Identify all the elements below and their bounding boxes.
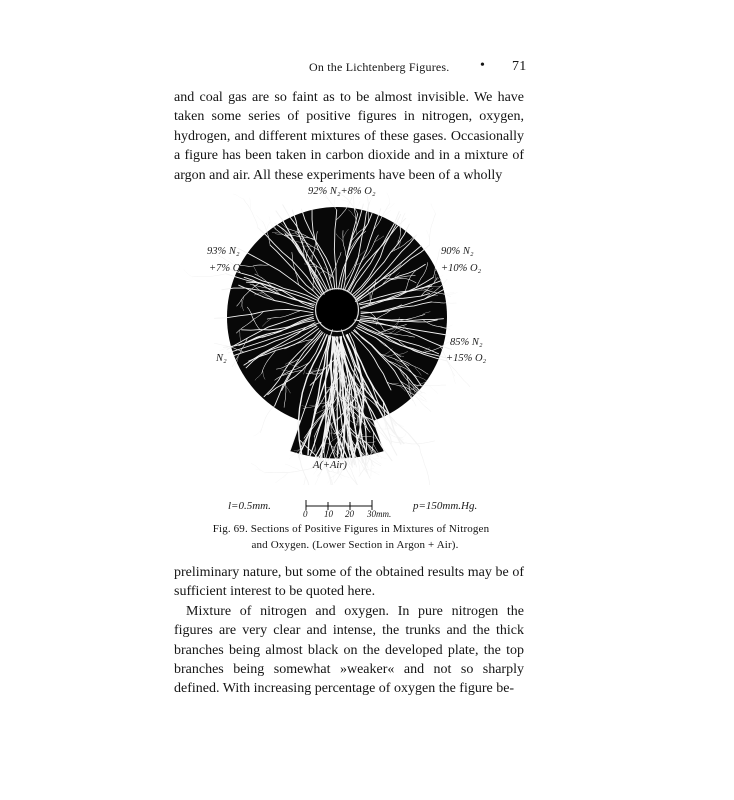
paragraph-bottom-2-text: Mixture of nitrogen and oxygen. In pure nitrogen the figures are very clear and intense, the trunks and the thick branches being almost black on the developed plate, the top branches being somewhat »weaker« and not so sharply defined. With increasing percentage of oxygen the figure be-	[174, 603, 524, 697]
label-top-mixture: 92% N₂+8% O₂	[308, 186, 376, 197]
header-bullet: •	[480, 58, 486, 73]
paragraph-bottom-2	[174, 602, 524, 699]
body-text-bottom	[174, 563, 524, 699]
paragraph-bottom-1: preliminary nature, but some of the obtained results may be of sufficient interest to be quoted here.	[174, 565, 524, 600]
label-lower-right-1: 85% N₂	[450, 337, 483, 348]
page-number: 71	[512, 59, 527, 74]
label-upper-left-2: +7% O₂	[209, 263, 244, 274]
running-title: On the Lichtenberg Figures.	[309, 60, 450, 74]
label-upper-left-1: 93% N₂	[207, 246, 240, 257]
scale-tick-10: 10	[324, 509, 333, 519]
length-label: l=0.5mm.	[228, 500, 271, 512]
caption-line-2: and Oxygen. (Lower Section in Argon + Air).	[251, 539, 459, 551]
label-upper-right-2: +10% O₂	[441, 263, 482, 274]
pressure-label: p=150mm.Hg.	[413, 500, 478, 512]
label-left-nitrogen: N₂	[216, 353, 227, 364]
label-lower-right-2: +15% O₂	[446, 353, 487, 364]
scale-tick-0: 0	[303, 509, 308, 519]
scale-tick-20: 20	[345, 509, 354, 519]
paragraph-top: and coal gas are so faint as to be almost invisible. We have taken some series of positive figures in nitrogen, oxygen, hydrogen, and different mixtures of these gases. Occasionally a figure has been taken in carbon dioxide and in a mixture of argon and air. All these experiments have been of a wholly	[174, 90, 524, 183]
scale-tick-30: 30mm.	[367, 509, 392, 519]
label-upper-right-1: 90% N₂	[441, 246, 474, 257]
lichtenberg-figure	[170, 185, 540, 485]
figure-caption	[186, 521, 516, 553]
label-bottom-argon: A(+Air)	[313, 460, 347, 471]
central-electrode	[317, 290, 357, 330]
caption-line-1: Fig. 69. Sections of Positive Figures in Mixtures of Nitrogen	[212, 523, 490, 535]
